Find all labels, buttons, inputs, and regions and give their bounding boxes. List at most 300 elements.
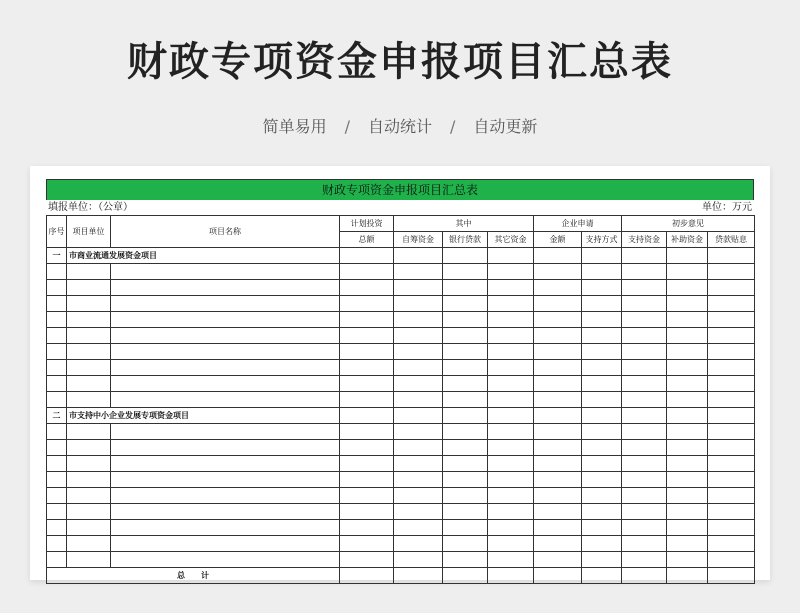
table-cell[interactable] <box>47 264 67 280</box>
table-cell[interactable] <box>667 568 708 584</box>
table-cell[interactable] <box>394 552 443 568</box>
table-cell[interactable] <box>394 536 443 552</box>
table-cell[interactable] <box>708 392 755 408</box>
table-row <box>47 552 755 568</box>
table-cell[interactable] <box>622 520 667 536</box>
table-cell[interactable] <box>67 536 111 552</box>
table-cell[interactable] <box>443 472 488 488</box>
table-cell[interactable] <box>443 280 488 296</box>
header-interest: 贷款贴息 <box>708 232 755 248</box>
table-cell[interactable] <box>534 472 582 488</box>
table-cell[interactable] <box>47 280 67 296</box>
header-total: 总额 <box>340 232 394 248</box>
table-cell[interactable] <box>488 456 534 472</box>
table-cell[interactable] <box>111 344 340 360</box>
table-cell[interactable] <box>111 392 340 408</box>
table-cell[interactable] <box>67 552 111 568</box>
table-cell[interactable] <box>394 264 443 280</box>
table-cell[interactable] <box>340 296 394 312</box>
table-cell[interactable] <box>534 264 582 280</box>
table-cell[interactable] <box>708 456 755 472</box>
table-cell[interactable] <box>443 456 488 472</box>
header-seq: 序号 <box>47 216 67 248</box>
header-other: 其它资金 <box>488 232 534 248</box>
table-cell[interactable] <box>667 360 708 376</box>
table-row <box>47 328 755 344</box>
table-cell[interactable] <box>340 248 394 264</box>
table-cell[interactable] <box>708 376 755 392</box>
table-row <box>47 488 755 504</box>
table-cell[interactable] <box>488 408 534 424</box>
table-cell[interactable] <box>443 328 488 344</box>
table-cell[interactable] <box>582 376 622 392</box>
table-cell[interactable] <box>534 424 582 440</box>
table-cell[interactable] <box>667 504 708 520</box>
table-cell[interactable] <box>667 248 708 264</box>
table-cell[interactable] <box>488 552 534 568</box>
table-cell[interactable] <box>534 488 582 504</box>
table-cell[interactable] <box>47 312 67 328</box>
table-cell[interactable] <box>488 360 534 376</box>
table-cell[interactable] <box>667 552 708 568</box>
table-cell[interactable] <box>47 520 67 536</box>
table-cell[interactable] <box>67 296 111 312</box>
table-cell[interactable] <box>667 376 708 392</box>
total-row <box>47 568 755 584</box>
table-cell[interactable] <box>340 392 394 408</box>
table-cell[interactable] <box>111 536 340 552</box>
table-row <box>47 296 755 312</box>
table-cell[interactable] <box>443 440 488 456</box>
table-cell[interactable] <box>394 568 443 584</box>
feature-tagline <box>0 114 800 137</box>
table-cell[interactable] <box>340 552 394 568</box>
table-cell[interactable] <box>708 248 755 264</box>
table-cell[interactable] <box>667 296 708 312</box>
table-cell[interactable] <box>622 360 667 376</box>
table-cell[interactable] <box>667 344 708 360</box>
table-cell[interactable] <box>622 312 667 328</box>
tag-separator: / <box>344 117 350 136</box>
table-cell[interactable] <box>443 376 488 392</box>
table-cell[interactable] <box>47 456 67 472</box>
table-cell[interactable] <box>582 296 622 312</box>
table-cell[interactable] <box>582 568 622 584</box>
table-cell[interactable] <box>111 440 340 456</box>
table-cell[interactable] <box>708 552 755 568</box>
table-cell[interactable] <box>708 328 755 344</box>
summary-table <box>46 215 755 584</box>
table-cell[interactable] <box>111 552 340 568</box>
table-cell[interactable] <box>394 472 443 488</box>
table-cell[interactable] <box>582 440 622 456</box>
table-row <box>47 504 755 520</box>
table-cell[interactable] <box>582 456 622 472</box>
sheet-meta-row <box>46 200 754 215</box>
table-cell[interactable] <box>111 456 340 472</box>
table-cell[interactable] <box>622 392 667 408</box>
table-cell[interactable] <box>622 328 667 344</box>
header-plan: 计划投资 <box>340 216 394 232</box>
table-cell[interactable] <box>394 328 443 344</box>
table-cell[interactable] <box>47 424 67 440</box>
table-row <box>47 264 755 280</box>
table-cell[interactable] <box>534 360 582 376</box>
table-cell[interactable] <box>708 264 755 280</box>
table-cell[interactable] <box>111 424 340 440</box>
table-cell[interactable] <box>340 440 394 456</box>
table-cell[interactable] <box>394 312 443 328</box>
table-cell[interactable] <box>394 392 443 408</box>
table-cell[interactable] <box>582 504 622 520</box>
section-row <box>47 408 755 424</box>
table-cell[interactable] <box>708 568 755 584</box>
table-cell[interactable] <box>582 408 622 424</box>
table-cell[interactable] <box>622 408 667 424</box>
table-cell[interactable] <box>47 392 67 408</box>
table-cell[interactable] <box>488 520 534 536</box>
table-cell[interactable] <box>708 424 755 440</box>
table-cell[interactable] <box>394 520 443 536</box>
header-name: 项目名称 <box>111 216 340 248</box>
table-cell[interactable] <box>47 440 67 456</box>
table-row <box>47 472 755 488</box>
table-cell[interactable] <box>443 520 488 536</box>
table-cell[interactable] <box>67 392 111 408</box>
table-cell[interactable] <box>708 280 755 296</box>
table-cell[interactable] <box>708 488 755 504</box>
table-cell[interactable] <box>111 296 340 312</box>
table-cell[interactable] <box>47 360 67 376</box>
table-cell[interactable] <box>534 456 582 472</box>
table-cell[interactable] <box>622 568 667 584</box>
table-cell[interactable] <box>111 520 340 536</box>
table-cell[interactable] <box>488 376 534 392</box>
section-seq: 二 <box>47 408 67 424</box>
table-cell[interactable] <box>708 440 755 456</box>
table-cell[interactable] <box>443 568 488 584</box>
table-row <box>47 456 755 472</box>
header-method: 支持方式 <box>582 232 622 248</box>
table-cell[interactable] <box>67 328 111 344</box>
table-cell[interactable] <box>443 360 488 376</box>
table-cell[interactable] <box>622 472 667 488</box>
table-cell[interactable] <box>622 424 667 440</box>
table-cell[interactable] <box>708 536 755 552</box>
table-cell[interactable] <box>443 424 488 440</box>
table-cell[interactable] <box>708 408 755 424</box>
table-cell[interactable] <box>443 392 488 408</box>
header-self: 自筹资金 <box>394 232 443 248</box>
table-cell[interactable] <box>582 344 622 360</box>
table-cell[interactable] <box>340 520 394 536</box>
table-cell[interactable] <box>582 520 622 536</box>
table-cell[interactable] <box>111 488 340 504</box>
table-cell[interactable] <box>111 360 340 376</box>
table-cell[interactable] <box>667 456 708 472</box>
table-cell[interactable] <box>443 312 488 328</box>
table-cell[interactable] <box>534 520 582 536</box>
table-cell[interactable] <box>394 280 443 296</box>
table-cell[interactable] <box>582 264 622 280</box>
table-cell[interactable] <box>47 376 67 392</box>
table-cell[interactable] <box>443 248 488 264</box>
table-cell[interactable] <box>340 424 394 440</box>
table-cell[interactable] <box>443 408 488 424</box>
table-cell[interactable] <box>488 344 534 360</box>
table-cell[interactable] <box>340 456 394 472</box>
header-subsidy: 补助资金 <box>667 232 708 248</box>
tag-auto-update: 自动更新 <box>473 117 538 136</box>
table-cell[interactable] <box>340 312 394 328</box>
table-cell[interactable] <box>667 536 708 552</box>
table-cell[interactable] <box>622 264 667 280</box>
table-cell[interactable] <box>534 568 582 584</box>
table-cell[interactable] <box>443 488 488 504</box>
table-cell[interactable] <box>340 504 394 520</box>
table-cell[interactable] <box>67 312 111 328</box>
table-cell[interactable] <box>394 376 443 392</box>
unit-label: 单位：万元 <box>702 202 752 213</box>
table-cell[interactable] <box>534 312 582 328</box>
table-cell[interactable] <box>582 552 622 568</box>
table-cell[interactable] <box>340 360 394 376</box>
table-cell[interactable] <box>708 472 755 488</box>
table-cell[interactable] <box>582 472 622 488</box>
header-amount: 金额 <box>534 232 582 248</box>
table-cell[interactable] <box>394 408 443 424</box>
table-row <box>47 520 755 536</box>
table-cell[interactable] <box>340 408 394 424</box>
table-cell[interactable] <box>394 360 443 376</box>
table-cell[interactable] <box>394 456 443 472</box>
table-cell[interactable] <box>622 344 667 360</box>
table-cell[interactable] <box>582 424 622 440</box>
table-cell[interactable] <box>622 456 667 472</box>
table-cell[interactable] <box>443 552 488 568</box>
table-row <box>47 312 755 328</box>
header-apply: 企业申请 <box>534 216 622 232</box>
spreadsheet <box>46 179 754 584</box>
table-cell[interactable] <box>111 472 340 488</box>
table-cell[interactable] <box>582 328 622 344</box>
table-cell[interactable] <box>340 280 394 296</box>
table-cell[interactable] <box>582 248 622 264</box>
table-cell[interactable] <box>47 472 67 488</box>
table-cell[interactable] <box>488 504 534 520</box>
table-cell[interactable] <box>111 280 340 296</box>
table-cell[interactable] <box>111 328 340 344</box>
table-row <box>47 440 755 456</box>
table-cell[interactable] <box>622 280 667 296</box>
section-seq: 一 <box>47 248 67 264</box>
table-cell[interactable] <box>443 504 488 520</box>
table-cell[interactable] <box>340 472 394 488</box>
table-cell[interactable] <box>708 504 755 520</box>
table-cell[interactable] <box>47 296 67 312</box>
table-cell[interactable] <box>488 296 534 312</box>
table-cell[interactable] <box>622 504 667 520</box>
tag-easy: 简单易用 <box>262 117 327 136</box>
table-cell[interactable] <box>394 504 443 520</box>
header-opinion: 初步意见 <box>622 216 755 232</box>
section-title: 市商业流通发展资金项目 <box>67 248 340 264</box>
table-cell[interactable] <box>534 408 582 424</box>
table-cell[interactable] <box>534 536 582 552</box>
fill-unit-label: 填报单位：（公章） <box>48 202 133 213</box>
table-cell[interactable] <box>534 392 582 408</box>
table-cell[interactable] <box>340 568 394 584</box>
table-cell[interactable] <box>667 392 708 408</box>
header-among: 其中 <box>394 216 534 232</box>
table-cell[interactable] <box>394 488 443 504</box>
table-cell[interactable] <box>534 440 582 456</box>
table-cell[interactable] <box>340 488 394 504</box>
table-cell[interactable] <box>708 360 755 376</box>
table-cell[interactable] <box>67 344 111 360</box>
table-cell[interactable] <box>67 280 111 296</box>
table-cell[interactable] <box>488 488 534 504</box>
tag-separator: / <box>450 117 456 136</box>
table-cell[interactable] <box>67 360 111 376</box>
table-cell[interactable] <box>708 312 755 328</box>
table-cell[interactable] <box>582 536 622 552</box>
table-cell[interactable] <box>394 248 443 264</box>
table-cell[interactable] <box>667 312 708 328</box>
table-cell[interactable] <box>340 536 394 552</box>
table-cell[interactable] <box>708 344 755 360</box>
header-row-1 <box>47 216 755 232</box>
table-cell[interactable] <box>488 424 534 440</box>
table-cell[interactable] <box>488 312 534 328</box>
table-cell[interactable] <box>47 344 67 360</box>
table-cell[interactable] <box>67 440 111 456</box>
table-cell[interactable] <box>340 264 394 280</box>
table-cell[interactable] <box>47 328 67 344</box>
table-cell[interactable] <box>67 520 111 536</box>
table-cell[interactable] <box>67 376 111 392</box>
header-support: 支持资金 <box>622 232 667 248</box>
table-cell[interactable] <box>622 440 667 456</box>
table-cell[interactable] <box>667 440 708 456</box>
table-cell[interactable] <box>667 264 708 280</box>
table-cell[interactable] <box>534 376 582 392</box>
header-bank: 银行贷款 <box>443 232 488 248</box>
table-cell[interactable] <box>534 296 582 312</box>
table-row <box>47 360 755 376</box>
table-cell[interactable] <box>708 520 755 536</box>
table-row <box>47 392 755 408</box>
table-cell[interactable] <box>667 472 708 488</box>
table-row <box>47 344 755 360</box>
table-cell[interactable] <box>667 520 708 536</box>
table-cell[interactable] <box>67 264 111 280</box>
table-cell[interactable] <box>67 504 111 520</box>
table-cell[interactable] <box>443 264 488 280</box>
section-title: 市支持中小企业发展专项资金项目 <box>67 408 340 424</box>
table-cell[interactable] <box>394 344 443 360</box>
table-cell[interactable] <box>67 424 111 440</box>
table-cell[interactable] <box>443 536 488 552</box>
table-cell[interactable] <box>111 312 340 328</box>
table-cell[interactable] <box>443 344 488 360</box>
table-cell[interactable] <box>394 440 443 456</box>
table-row <box>47 536 755 552</box>
table-cell[interactable] <box>47 488 67 504</box>
table-cell[interactable] <box>667 488 708 504</box>
table-cell[interactable] <box>67 456 111 472</box>
table-cell[interactable] <box>708 296 755 312</box>
sheet-title-bar: 财政专项资金申报项目汇总表 <box>46 179 754 200</box>
table-row <box>47 376 755 392</box>
table-cell[interactable] <box>47 536 67 552</box>
table-cell[interactable] <box>534 552 582 568</box>
table-cell[interactable] <box>443 296 488 312</box>
table-cell[interactable] <box>67 488 111 504</box>
table-cell[interactable] <box>340 344 394 360</box>
table-cell[interactable] <box>582 280 622 296</box>
table-cell[interactable] <box>47 552 67 568</box>
table-cell[interactable] <box>394 296 443 312</box>
table-cell[interactable] <box>47 504 67 520</box>
table-cell[interactable] <box>488 328 534 344</box>
table-cell[interactable] <box>111 264 340 280</box>
table-cell[interactable] <box>622 536 667 552</box>
table-cell[interactable] <box>622 488 667 504</box>
table-cell[interactable] <box>622 296 667 312</box>
table-cell[interactable] <box>340 376 394 392</box>
table-cell[interactable] <box>582 488 622 504</box>
table-cell[interactable] <box>582 392 622 408</box>
table-cell[interactable] <box>622 248 667 264</box>
spreadsheet-card <box>30 166 770 580</box>
table-cell[interactable] <box>488 536 534 552</box>
table-cell[interactable] <box>111 376 340 392</box>
table-cell[interactable] <box>582 360 622 376</box>
tag-auto-stat: 自动统计 <box>367 117 432 136</box>
table-cell[interactable] <box>667 328 708 344</box>
table-cell[interactable] <box>488 472 534 488</box>
header-unit: 项目单位 <box>67 216 111 248</box>
table-cell[interactable] <box>111 504 340 520</box>
table-cell[interactable] <box>534 280 582 296</box>
table-cell[interactable] <box>534 248 582 264</box>
page-title: 财政专项资金申报项目汇总表 <box>127 39 673 85</box>
table-cell[interactable] <box>488 392 534 408</box>
table-cell[interactable] <box>534 504 582 520</box>
table-cell[interactable] <box>622 376 667 392</box>
section-row <box>47 248 755 264</box>
table-cell[interactable] <box>622 552 667 568</box>
table-cell[interactable] <box>667 280 708 296</box>
table-cell[interactable] <box>534 328 582 344</box>
table-cell[interactable] <box>488 440 534 456</box>
table-cell[interactable] <box>667 408 708 424</box>
table-cell[interactable] <box>488 264 534 280</box>
total-label: 总 计 <box>47 568 340 584</box>
table-row <box>47 280 755 296</box>
table-cell[interactable] <box>582 312 622 328</box>
table-cell[interactable] <box>488 568 534 584</box>
table-cell[interactable] <box>67 472 111 488</box>
table-cell[interactable] <box>340 328 394 344</box>
table-cell[interactable] <box>488 280 534 296</box>
table-cell[interactable] <box>488 248 534 264</box>
table-cell[interactable] <box>534 344 582 360</box>
table-cell[interactable] <box>394 424 443 440</box>
table-row <box>47 424 755 440</box>
table-cell[interactable] <box>667 424 708 440</box>
